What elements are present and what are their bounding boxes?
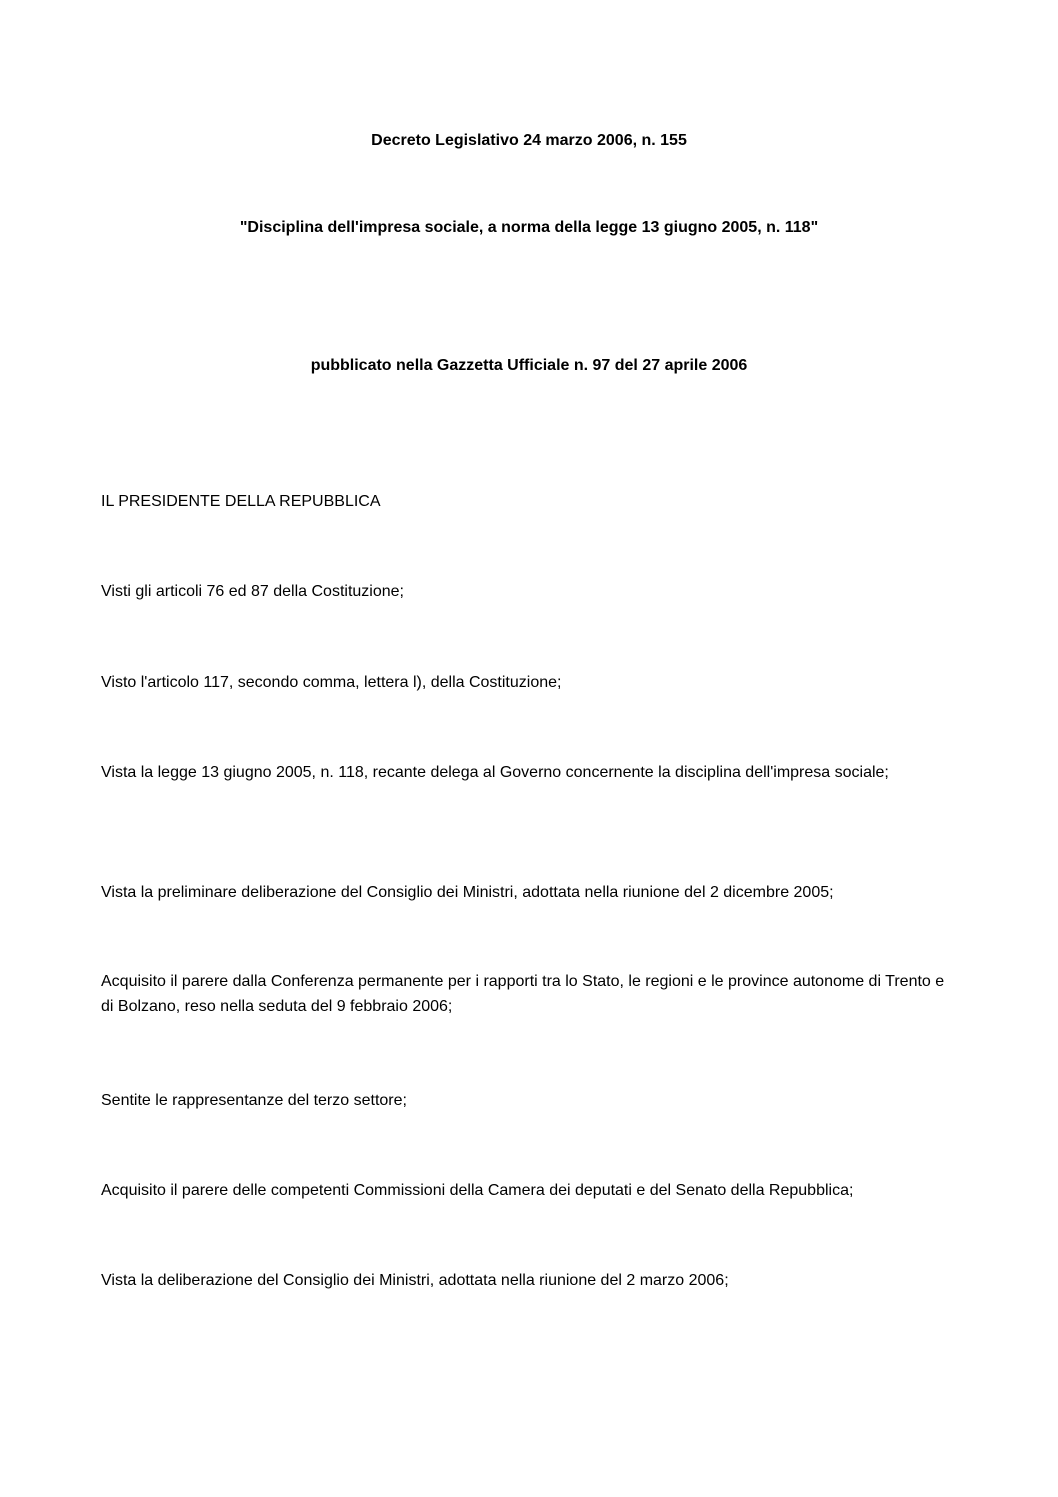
paragraph-terzo-settore: Sentite le rappresentanze del terzo settore; [101,1092,407,1109]
paragraph-parere-commissioni: Acquisito il parere delle competenti Commissioni della Camera dei deputati e del Senato della Repubblica; [101,1182,854,1199]
paragraph-visto-articolo-117: Visto l'articolo 117, secondo comma, lettera l), della Costituzione; [101,674,562,691]
paragraph-preliminare-deliberazione: Vista la preliminare deliberazione del Consiglio dei Ministri, adottata nella riunione del 2 dicembre 2005; [101,884,834,901]
decree-title: Decreto Legislativo 24 marzo 2006, n. 155 [371,132,687,149]
paragraph-parere-conferenza: Acquisito il parere dalla Conferenza permanente per i rapporti tra lo Stato, le regioni e le province autonome di Trento e di Bolzano, reso nella seduta del 9 febbraio 2006; [101,973,945,1015]
paragraph-deliberazione-consiglio: Vista la deliberazione del Consiglio dei Ministri, adottata nella riunione del 2 marzo 2006; [101,1272,729,1289]
publication-note: pubblicato nella Gazzetta Ufficiale n. 97 del 27 aprile 2006 [310,357,748,374]
paragraph-vista-legge: Vista la legge 13 giugno 2005, n. 118, recante delega al Governo concernente la disciplina dell'impresa sociale; [101,764,889,781]
decree-subtitle: "Disciplina dell'impresa sociale, a norma della legge 13 giugno 2005, n. 118" [239,219,819,236]
paragraph-visti-articoli: Visti gli articoli 76 ed 87 della Costituzione; [101,583,404,600]
paragraph-president: IL PRESIDENTE DELLA REPUBBLICA [101,493,381,510]
